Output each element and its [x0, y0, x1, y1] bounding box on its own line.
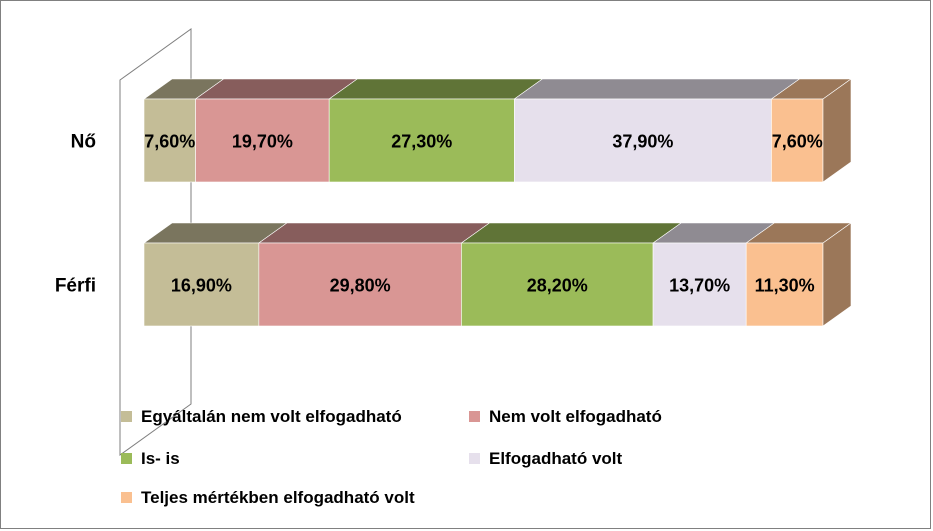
legend-swatch — [469, 411, 480, 422]
data-label: 11,30% — [754, 275, 815, 296]
legend-entry-egyaltalan-nem-volt-elfogadhato — [121, 407, 402, 426]
legend-swatch — [121, 492, 132, 503]
legend — [121, 407, 662, 507]
category-label-no: Nő — [70, 131, 96, 153]
row-labels — [55, 132, 96, 297]
data-label: 19,70% — [231, 131, 293, 152]
data-label: 7,60% — [771, 131, 823, 152]
legend-label: Is- is — [141, 449, 180, 468]
data-label: 7,60% — [144, 131, 196, 152]
data-label: 37,90% — [612, 131, 674, 152]
data-label: 16,90% — [170, 275, 232, 296]
stacked-bar-chart — [1, 1, 932, 530]
bar-top-face — [461, 223, 681, 243]
data-label: 13,70% — [669, 275, 731, 296]
bar-segment-ferfi-teljes-mertekben-elfogadhato-volt — [746, 223, 851, 326]
bar-segment-no-elfogadhato-volt — [514, 79, 799, 182]
legend-swatch — [121, 453, 132, 464]
bar-row-no — [144, 79, 851, 182]
legend-label: Egyáltalán nem volt elfogadható — [141, 407, 402, 426]
bar-top-face — [329, 79, 542, 99]
legend-entry-elfogadhato-volt — [469, 449, 623, 468]
data-label: 27,30% — [391, 131, 453, 152]
bar-top-face — [259, 223, 490, 243]
legend-entry-is-is — [121, 449, 180, 468]
legend-label: Nem volt elfogadható — [489, 407, 662, 426]
legend-entry-teljes-mertekben-elfogadhato-volt — [121, 488, 415, 507]
legend-swatch — [121, 411, 132, 422]
bar-row-ferfi — [144, 223, 851, 326]
legend-label: Teljes mértékben elfogadható volt — [141, 488, 415, 507]
bar-segment-no-teljes-mertekben-elfogadhato-volt — [771, 79, 851, 182]
bar-segment-no-is-is — [329, 79, 542, 182]
data-label: 29,80% — [329, 275, 391, 296]
legend-entry-nem-volt-elfogadhato — [469, 407, 662, 426]
legend-label: Elfogadható volt — [489, 449, 623, 468]
bars-layer — [144, 79, 851, 326]
bar-top-face — [514, 79, 799, 99]
legend-swatch — [469, 453, 480, 464]
bar-segment-ferfi-nem-volt-elfogadhato — [259, 223, 490, 326]
data-label: 28,20% — [526, 275, 588, 296]
category-label-ferfi: Férfi — [54, 275, 96, 297]
bar-segment-ferfi-is-is — [461, 223, 681, 326]
